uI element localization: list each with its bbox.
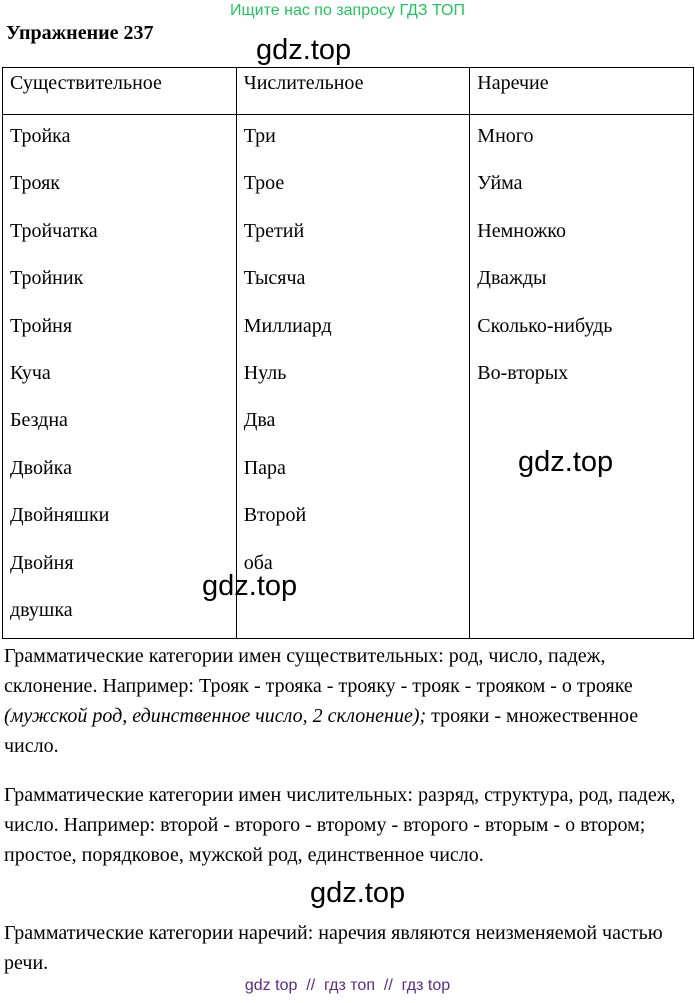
word-table bbox=[2, 67, 694, 639]
watermark: gdz.top bbox=[256, 34, 352, 66]
watermark: gdz.top bbox=[202, 570, 298, 602]
list-item: Двойняшки bbox=[10, 504, 110, 527]
paragraph-italic: (мужской род, единственное число, 2 склонение); bbox=[4, 705, 427, 727]
adverb-column bbox=[470, 115, 694, 639]
paragraph-numerals: Грамматические категории имен числительных: разряд, структура, род, падеж, число. Например: второй - второго - второму - второго - вторым - о втором; простое, порядковое, мужской род, единственное число. bbox=[4, 784, 676, 866]
list-item: Второй bbox=[243, 504, 307, 527]
list-item: Бездна bbox=[10, 409, 68, 432]
paragraph-adverbs: Грамматические категории наречий: наречия являются неизменяемой частью речи. bbox=[4, 922, 663, 974]
list-item: Двойня bbox=[10, 551, 74, 574]
header-adverb: Наречие bbox=[470, 68, 694, 115]
table-row bbox=[3, 115, 694, 639]
list-item: Дважды bbox=[477, 267, 547, 290]
exercise-title: Упражнение 237 bbox=[6, 22, 154, 44]
watermark: gdz.top bbox=[310, 877, 406, 909]
paragraph-nouns bbox=[4, 641, 692, 761]
list-item: Тройня bbox=[10, 314, 73, 337]
list-item: Нуль bbox=[243, 362, 287, 385]
list-item: Сколько-нибудь bbox=[477, 314, 613, 337]
list-item: Тройка bbox=[10, 125, 71, 147]
paragraph-text: трояки - множественное число. bbox=[4, 705, 639, 757]
list-item: Тройник bbox=[10, 267, 84, 290]
list-item: Уйма bbox=[477, 172, 523, 195]
list-item: Пара bbox=[243, 456, 286, 479]
list-item: Трое bbox=[243, 172, 285, 195]
numeral-column bbox=[236, 115, 470, 639]
list-item: двушка bbox=[10, 599, 73, 622]
watermark: gdz.top bbox=[518, 446, 614, 478]
list-item: Много bbox=[477, 125, 534, 147]
table-header-row bbox=[3, 68, 694, 115]
list-item: Два bbox=[243, 409, 276, 432]
list-item: Три bbox=[243, 125, 276, 147]
list-item: Тройчатка bbox=[10, 219, 98, 242]
list-item: Двойка bbox=[10, 456, 72, 479]
header-noun: Существительное bbox=[3, 68, 237, 115]
list-item: Куча bbox=[10, 362, 51, 385]
list-item: Трояк bbox=[10, 172, 60, 195]
search-banner: Ищите нас по запросу ГДЗ ТОП bbox=[230, 2, 465, 19]
list-item: Во-вторых bbox=[477, 362, 569, 385]
list-item: Немножко bbox=[477, 219, 566, 242]
list-item: Тысяча bbox=[243, 267, 306, 290]
paragraph-text: Грамматические категории имен существительных: род, число, падеж, склонение. Например: Трояк - трояка - трояку - трояк - трояком - о трояке bbox=[4, 645, 633, 697]
header-numeral: Числительное bbox=[236, 68, 470, 115]
noun-column bbox=[3, 115, 237, 639]
footer-links: gdz top // гдз топ // гдз top bbox=[244, 977, 451, 994]
list-item: Третий bbox=[243, 219, 305, 242]
list-item: Миллиард bbox=[243, 314, 332, 337]
list-item: оба bbox=[243, 551, 273, 574]
